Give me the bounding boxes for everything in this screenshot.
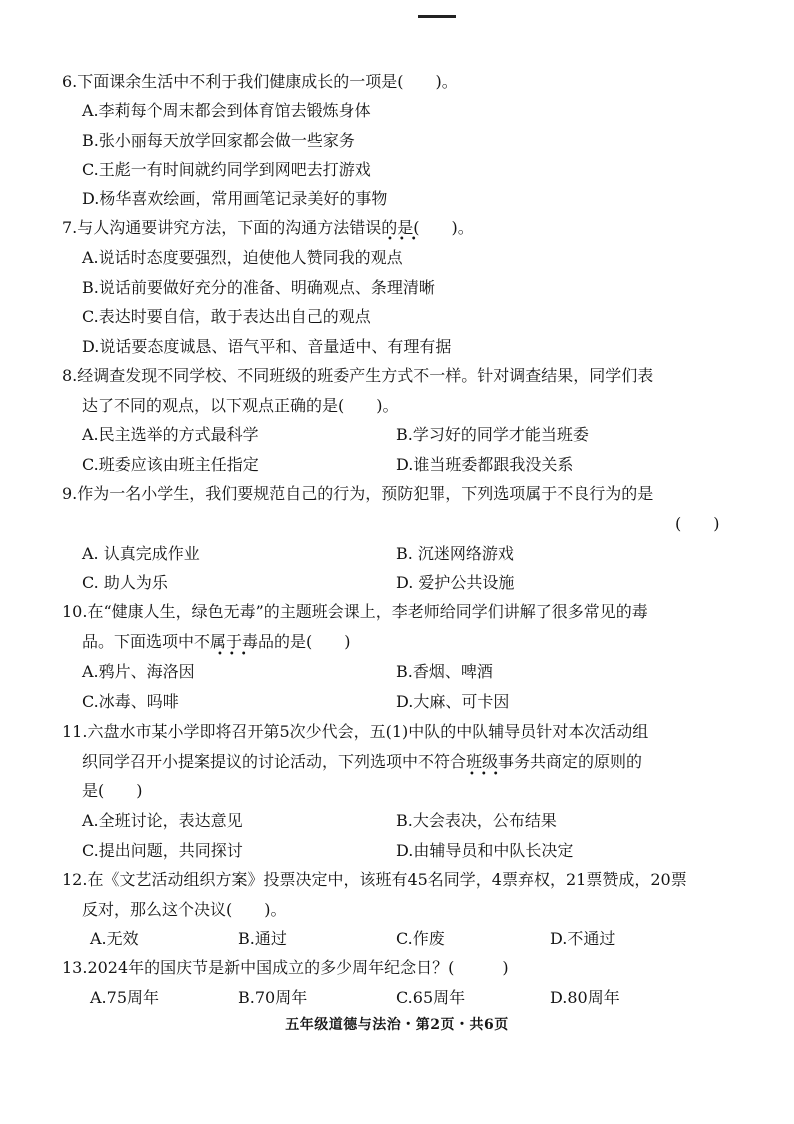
question-13-option-a: A.75周年 bbox=[90, 988, 160, 1007]
question-8-option-a: A.民主选举的方式最科学 bbox=[82, 425, 259, 444]
emphasis-dots: ••• bbox=[387, 234, 423, 245]
question-12-option-b: B.通过 bbox=[238, 929, 287, 948]
top-rule bbox=[418, 15, 456, 18]
question-11-stem-continued-2: 是( ) bbox=[82, 781, 143, 800]
question-8-option-c: C.班委应该由班主任指定 bbox=[82, 455, 259, 474]
question-13-option-c: C.65周年 bbox=[396, 988, 466, 1007]
question-6-option-d: D.杨华喜欢绘画，常用画笔记录美好的事物 bbox=[82, 189, 388, 208]
question-12-option-a: A.无效 bbox=[90, 929, 139, 948]
question-9-option-c: C. 助人为乐 bbox=[82, 573, 168, 592]
question-9-option-a: A. 认真完成作业 bbox=[82, 544, 200, 563]
question-8-option-d: D.谁当班委都跟我没关系 bbox=[396, 455, 574, 474]
question-9-option-b: B. 沉迷网络游戏 bbox=[396, 544, 514, 563]
question-12-stem-continued: 反对，那么这个决议( )。 bbox=[82, 900, 287, 919]
question-6-stem: 6.下面课余生活中不利于我们健康成长的一项是( )。 bbox=[62, 72, 458, 91]
question-7-option-a: A.说话时态度要强烈，迫使他人赞同我的观点 bbox=[82, 248, 403, 267]
question-9-answer-paren: ( ) bbox=[675, 514, 720, 533]
question-13-option-b: B.70周年 bbox=[238, 988, 308, 1007]
question-13-stem: 13.2024年的国庆节是新中国成立的多少周年纪念日？( ) bbox=[62, 958, 509, 977]
question-6-option-a: A.李莉每个周末都会到体育馆去锻炼身体 bbox=[82, 101, 371, 120]
question-13-option-d: D.80周年 bbox=[550, 988, 620, 1007]
question-6-option-c: C.王彪一有时间就约同学到网吧去打游戏 bbox=[82, 160, 371, 179]
question-9-stem: 9.作为一名小学生，我们要规范自己的行为，预防犯罪，下列选项属于不良行为的是 bbox=[62, 484, 654, 503]
question-11-stem: 11.六盘水市某小学即将召开第5次少代会，五(1)中队的中队辅导员针对本次活动组 bbox=[62, 722, 649, 741]
question-12-stem: 12.在《文艺活动组织方案》投票决定中，该班有45名同学，4票弃权，21票赞成，20票 bbox=[62, 870, 687, 889]
question-12-option-d: D.不通过 bbox=[550, 929, 616, 948]
question-11-stem-continued: 织同学召开小提案提议的讨论活动，下列选项中不符合班级事务共商定的原则的 bbox=[82, 752, 643, 771]
question-7-stem: 7.与人沟通要讲究方法，下面的沟通方法错误的是( )。 bbox=[62, 218, 474, 237]
question-10-option-c: C.冰毒、吗啡 bbox=[82, 692, 179, 711]
question-11-option-a: A.全班讨论，表达意见 bbox=[82, 811, 243, 830]
question-6-option-b: B.张小丽每天放学回家都会做一些家务 bbox=[82, 131, 355, 150]
question-10-option-b: B.香烟、啤酒 bbox=[396, 662, 493, 681]
question-8-stem-continued: 达了不同的观点，以下观点正确的是( )。 bbox=[82, 396, 399, 415]
question-11-option-c: C.提出问题，共同探讨 bbox=[82, 841, 243, 860]
question-7-option-c: C.表达时要自信，敢于表达出自己的观点 bbox=[82, 307, 371, 326]
question-11-option-d: D.由辅导员和中队长决定 bbox=[396, 841, 574, 860]
question-10-stem-continued: 品。下面选项中不属于毒品的是( ) bbox=[82, 632, 351, 651]
page-footer: 五年级道德与法治・第2页・共6页 bbox=[285, 1017, 509, 1033]
emphasis-dots: ••• bbox=[217, 649, 253, 660]
emphasis-dots: ••• bbox=[469, 769, 505, 780]
question-10-stem: 10.在“健康人生，绿色无毒”的主题班会课上，李老师给同学们讲解了很多常见的毒 bbox=[62, 602, 648, 621]
question-10-option-a: A.鸦片、海洛因 bbox=[82, 662, 195, 681]
question-8-option-b: B.学习好的同学才能当班委 bbox=[396, 425, 589, 444]
question-7-option-b: B.说话前要做好充分的准备、明确观点、条理清晰 bbox=[82, 278, 435, 297]
question-9-option-d: D. 爱护公共设施 bbox=[396, 573, 515, 592]
question-11-option-b: B.大会表决，公布结果 bbox=[396, 811, 557, 830]
question-12-option-c: C.作废 bbox=[396, 929, 445, 948]
question-7-option-d: D.说话要态度诚恳、语气平和、音量适中、有理有据 bbox=[82, 337, 452, 356]
question-10-option-d: D.大麻、可卡因 bbox=[396, 692, 510, 711]
question-8-stem: 8.经调查发现不同学校、不同班级的班委产生方式不一样。针对调查结果，同学们表 bbox=[62, 366, 654, 385]
